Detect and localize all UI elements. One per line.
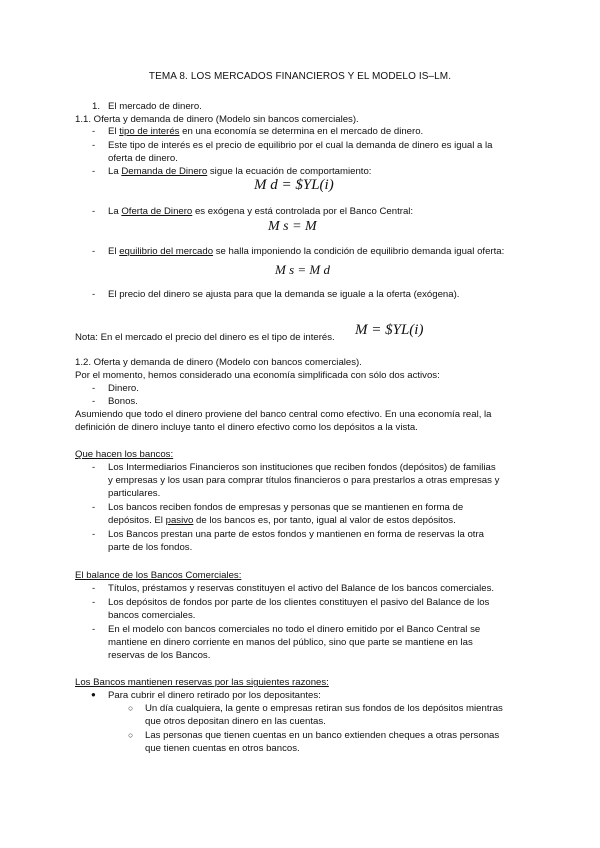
underlined-term: equilibrio del mercado (119, 246, 214, 257)
paragraph-line: que tienen cuentas en otros bancos. (145, 743, 300, 754)
dash-marker: - (92, 396, 96, 407)
paragraph-line: Para cubrir el dinero retirado por los depositantes: (108, 690, 321, 701)
page-title: TEMA 8. LOS MERCADOS FINANCIEROS Y EL MODELO IS–LM. (148, 71, 452, 82)
dash-marker: - (92, 383, 96, 394)
dash-marker: - (92, 140, 96, 151)
paragraph-line: particulares. (108, 488, 161, 499)
dash-marker: - (92, 206, 96, 217)
list-item: Dinero. (108, 383, 139, 394)
dash-marker: - (92, 166, 96, 177)
text-span: en una economía se determina en el mercado de dinero. (179, 126, 424, 137)
paragraph-line: mantiene en dinero corriente en manos del público, sino que parte se mantiene en las (108, 637, 473, 648)
paragraph-line: oferta de dinero. (108, 153, 178, 164)
underlined-term: tipo de interés (119, 126, 180, 137)
dash-marker: - (92, 246, 96, 257)
paragraph-line: Un día cualquiera, la gente o empresas retiran sus fondos de los depósitos mientras (145, 703, 503, 714)
paragraph-line: Las personas que tienen cuentas en un banco extienden cheques a otras personas (145, 730, 500, 741)
dash-marker: - (92, 583, 96, 594)
paragraph-line: Los Bancos prestan una parte de estos fondos y mantienen en forma de reservas la otra (108, 529, 484, 540)
paragraph-line: reservas de los Bancos. (108, 650, 211, 661)
text-span: es exógena y está controlada por el Banco Central: (192, 206, 414, 217)
paragraph-line: Los bancos reciben fondos de empresas y personas que se mantienen en forma de (108, 502, 464, 513)
note-line: Nota: En el mercado el precio del dinero es el tipo de interés. (75, 332, 335, 343)
paragraph-line (108, 246, 504, 258)
section-heading-underlined: El balance de los Bancos Comerciales: (75, 570, 242, 581)
dash-marker: - (92, 289, 96, 300)
paragraph-line (108, 206, 413, 218)
dash-marker: - (92, 597, 96, 608)
paragraph-line: Los Intermediarios Financieros son instituciones que reciben fondos (depósitos) de familias (108, 462, 496, 473)
paragraph-line: El precio del dinero se ajusta para que la demanda se iguale a la oferta (exógena). (108, 289, 460, 300)
text-span: se halla imponiendo la condición de equilibrio demanda igual oferta: (213, 246, 505, 257)
formula-equilibrium: M s = M d (275, 262, 330, 277)
paragraph-line: Por el momento, hemos considerado una economía simplificada con sólo dos activos: (75, 370, 440, 381)
text-span: El (108, 246, 120, 257)
section-heading-underlined: Los Bancos mantienen reservas por las siguientes razones: (75, 677, 329, 688)
dash-marker: - (92, 502, 96, 513)
text-span: La (108, 166, 122, 177)
paragraph-line: Asumiendo que todo el dinero proviene del banco central como efectivo. En una economía real, la (75, 409, 492, 420)
paragraph-line: definición de dinero incluye tanto el dinero efectivo como los depósitos a la vista. (75, 422, 418, 433)
sub-bullet-marker: ○ (128, 703, 134, 713)
paragraph-line: parte de los fondos. (108, 542, 193, 553)
paragraph-line: Los depósitos de fondos por parte de los clientes constituyen el pasivo del Balance de los (108, 597, 490, 608)
paragraph-line: Títulos, préstamos y reservas constituyen el activo del Balance de los bancos comerciales. (108, 583, 495, 594)
underlined-term: pasivo (165, 515, 194, 526)
text-span: La (108, 206, 122, 217)
list-item: Bonos. (108, 396, 138, 407)
dash-marker: - (92, 462, 96, 473)
bullet-marker: ● (91, 690, 96, 699)
section-heading-underlined: Que hacen los bancos: (75, 449, 174, 460)
text-span: sigue la ecuación de comportamiento: (207, 166, 372, 177)
paragraph-line (108, 515, 456, 527)
text-span: depósitos. El (108, 515, 166, 526)
subsection-heading: 1.2. Oferta y demanda de dinero (Modelo con bancos comerciales). (75, 357, 362, 368)
paragraph-line (108, 126, 423, 138)
sub-bullet-marker: ○ (128, 730, 134, 740)
section-number: 1. (92, 101, 101, 112)
dash-marker: - (92, 126, 96, 137)
section-heading: El mercado de dinero. (108, 101, 202, 112)
dash-marker: - (92, 529, 96, 540)
paragraph-line: bancos comerciales. (108, 610, 196, 621)
paragraph-line: Este tipo de interés es el precio de equilibrio por el cual la demanda de dinero es igual a la (108, 140, 493, 151)
formula-money-demand: M d = $YL(i) (254, 177, 334, 193)
underlined-term: Oferta de Dinero (121, 206, 193, 217)
paragraph-line: En el modelo con bancos comerciales no todo el dinero emitido por el Banco Central se (108, 624, 481, 635)
formula-note: M = $YL(i) (355, 322, 424, 338)
dash-marker: - (92, 624, 96, 635)
paragraph-line: que otros depositan dinero en las cuentas. (145, 716, 326, 727)
underlined-term: Demanda de Dinero (121, 166, 208, 177)
formula-money-supply: M s = M (268, 219, 317, 234)
paragraph-line: y empresas y los usan para comprar títulos financieros o para prestarlos a otras empresas y (108, 475, 500, 486)
text-span: El (108, 126, 120, 137)
subsection-heading: 1.1. Oferta y demanda de dinero (Modelo sin bancos comerciales). (75, 114, 359, 125)
text-span: de los bancos es, por tanto, igual al valor de estos depósitos. (193, 515, 456, 526)
